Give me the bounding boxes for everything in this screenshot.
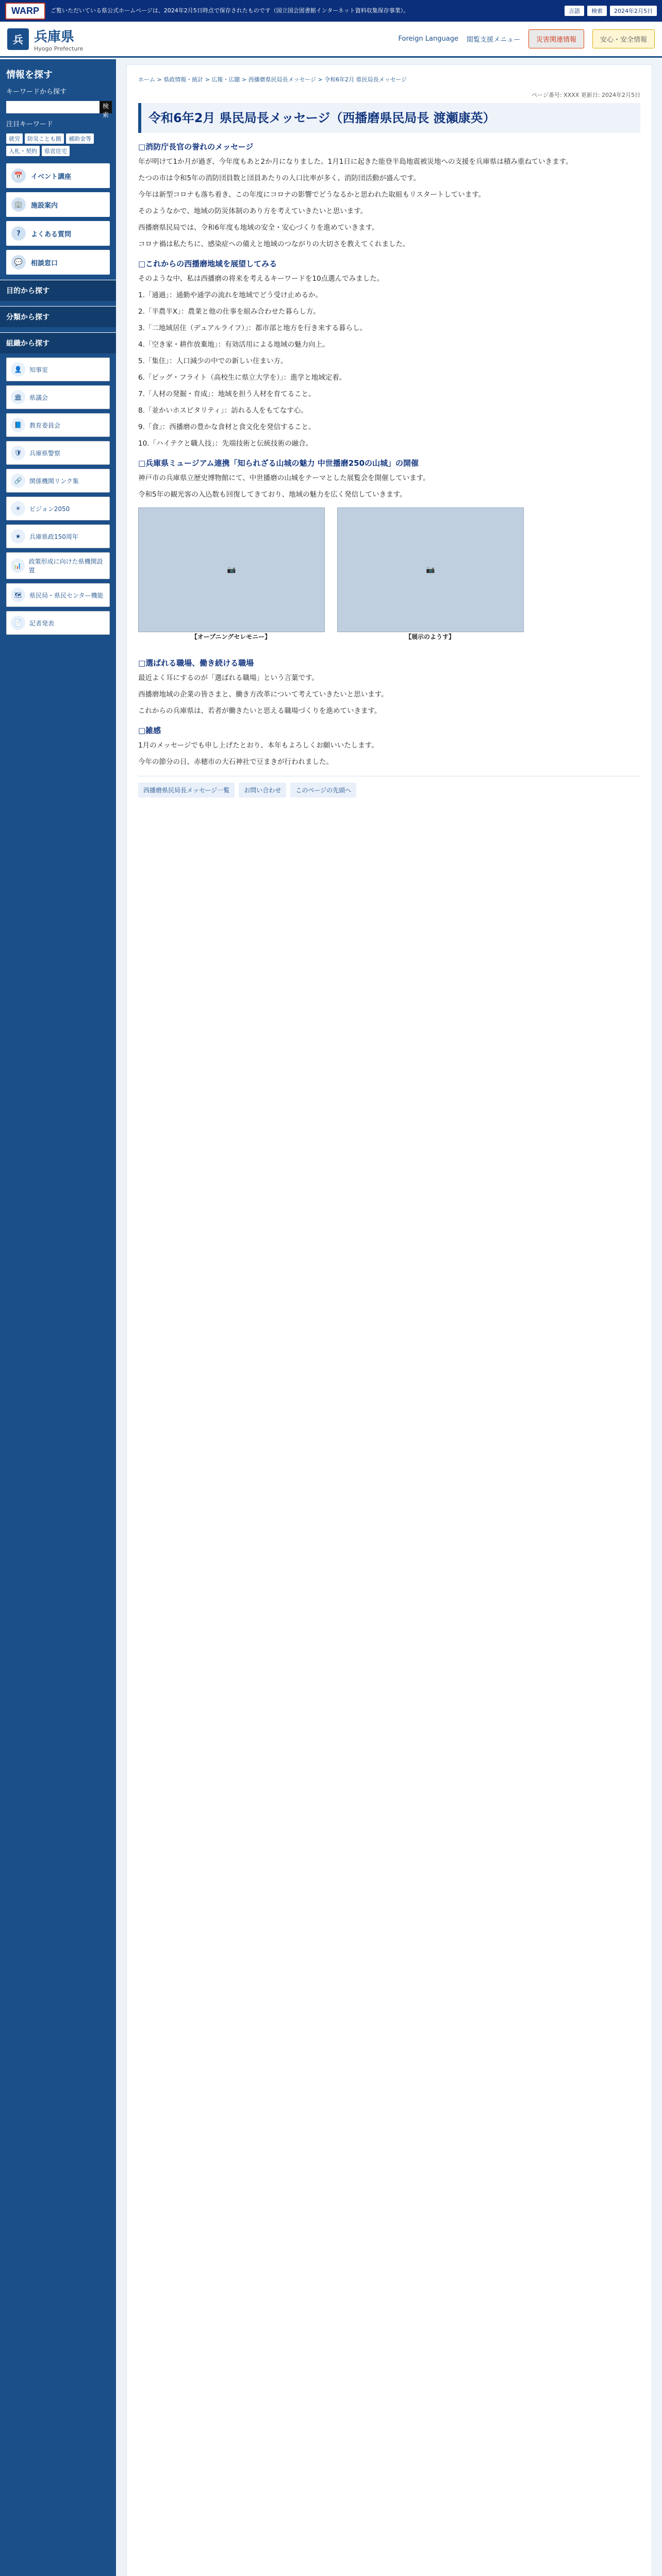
sidebar-search — [6, 101, 110, 118]
sidebar-card-label: よくある質問 — [31, 230, 72, 239]
foreign-language-link[interactable]: Foreign Language — [398, 35, 458, 43]
link-icon: 🔗 — [11, 473, 25, 488]
banner-label: 関係機関リンク集 — [29, 477, 79, 485]
paragraph: コロナ禍は私たちに、感染症への備えと地域のつながりの大切さを教えてくれました。 — [138, 240, 410, 248]
sidebar-card-label: イベント講座 — [31, 173, 72, 181]
banner-label: 県議会 — [29, 394, 48, 401]
archive-notice: ご覧いただいている県公式ホームページは、2024年2月5日時点で保存されたものです（国立国会図書館インターネット資料収集保存事業）。 — [51, 7, 409, 14]
top-notice-bar — [0, 0, 662, 22]
ceremony-photo-icon: 📷 — [138, 507, 325, 632]
photo-caption: 【オープニングセレモニー】 — [191, 633, 271, 640]
banner-label: 教育委員会 — [29, 421, 61, 429]
brand-main: 兵庫県 — [34, 29, 75, 45]
search-button[interactable]: 検索 — [587, 6, 607, 16]
banner-policy[interactable] — [6, 552, 110, 579]
info-search-title: 情報を探す — [6, 70, 53, 80]
bottom-nav-item[interactable]: このページの先頭へ — [290, 783, 356, 798]
sidebar-section-purpose[interactable]: 目的から探す — [0, 280, 116, 301]
paragraph: 1月のメッセージでも申し上げたとおり、本年もよろしくお願いいたします。 — [138, 741, 378, 750]
sidebar-card-label: 相談窓口 — [31, 259, 58, 267]
tag-item[interactable]: 就労 — [6, 133, 23, 144]
accessibility-menu-link[interactable]: 閲覧支援メニュー — [466, 36, 520, 44]
paragraph: 5.「集住」：人口減少の中での新しい住まい方。 — [138, 357, 288, 365]
hyogo-logo-icon: 兵 — [7, 28, 29, 50]
bottom-nav — [138, 776, 640, 798]
paragraph: 3.「二地域居住（デュアルライフ）」：都市部と地方を行き来する暮らし。 — [138, 324, 367, 332]
banner-label: ビジョン2050 — [29, 505, 70, 513]
banner-label: 兵庫県政150周年 — [29, 533, 78, 540]
page-title: 令和6年2月 県民局長メッセージ（西播磨県民局長 渡瀬康英） — [138, 103, 640, 133]
sidebar-search-button[interactable]: 検索 — [100, 101, 112, 113]
chart-icon: 📊 — [11, 558, 25, 573]
section-title: □兵庫県ミュージアム連携「知られざる山城の魅力 中世播磨250の山城」の開催 — [138, 459, 419, 468]
banner-assembly[interactable] — [6, 385, 110, 409]
sidebar-section-org[interactable]: 組織から探す — [0, 332, 116, 353]
sidebar-card-faq[interactable] — [6, 221, 110, 246]
chat-icon: 💬 — [11, 255, 26, 269]
banner-label: 県民局・県民センター機能 — [29, 591, 104, 599]
site-logo[interactable] — [7, 26, 83, 52]
sidebar-card-consult[interactable] — [6, 250, 110, 275]
paragraph: 最近よく耳にするのが「選ばれる職場」という言葉です。 — [138, 674, 319, 682]
banner-label: 記者発表 — [29, 619, 55, 627]
tag-item[interactable]: 入札・契約 — [6, 146, 40, 156]
paragraph: そのような中、私は西播磨の将来を考えるキーワードを10点選んでみました。 — [138, 275, 384, 283]
paragraph: 7.「人材の発掘・育成」：地域を担う人材を育てること。 — [138, 390, 316, 398]
paragraph: たつの市は令和5年の消防団員数と団員あたりの人口比率が多く、消防団活動が盛んです。 — [138, 174, 421, 182]
disaster-info-button[interactable]: 災害関連情報 — [528, 29, 584, 48]
paragraph: これからの兵庫県は、若者が働きたいと思える職場づくりを進めていきます。 — [138, 707, 382, 715]
paragraph: 1.「通過」：通勤や通学の流れを地域でどう受け止めるか。 — [138, 291, 323, 299]
star-icon: ★ — [11, 529, 25, 544]
paragraph: そのようなかで、地域の防災体制のあり方を考えていきたいと思います。 — [138, 207, 368, 215]
banner-police[interactable] — [6, 441, 110, 465]
banner-press[interactable] — [6, 611, 110, 635]
section-title: □選ばれる職場、働き続ける職場 — [138, 658, 254, 668]
photo-caption: 【展示のようす】 — [405, 633, 455, 640]
tag-item[interactable]: 県営住宅 — [42, 146, 70, 156]
doc-icon: 📄 — [11, 616, 25, 630]
banner-label: 兵庫県警察 — [29, 449, 61, 457]
banner-label: 知事室 — [29, 366, 48, 374]
banner-label: 政策形成に向けた県機関設置 — [28, 558, 103, 574]
paragraph: 6.「ビッグ・フライト（高校生に県立大学を）」：進学と地域定着。 — [138, 374, 346, 382]
person-icon: 👤 — [11, 362, 25, 377]
brand-sub: Hyogo Prefecture — [34, 45, 84, 52]
exhibit-photo-icon: 📷 — [337, 507, 524, 632]
sun-icon: ☀ — [11, 501, 25, 516]
section-title: □これからの西播磨地域を展望してみる — [138, 259, 277, 268]
paragraph: 10.「ハイテクと職人技」：先端技術と伝統技術の融合。 — [138, 439, 313, 448]
warp-logo[interactable]: WARP — [5, 3, 45, 20]
language-button[interactable]: 言語 — [565, 6, 584, 16]
section-title: □雑感 — [138, 726, 161, 735]
paragraph: 今年の節分の日、赤穂市の大石神社で豆まきが行われました。 — [138, 758, 333, 766]
paragraph: 神戸市の兵庫県立歴史博物館にて、中世播磨の山城をテーマとした展覧会を開催しています。 — [138, 474, 430, 482]
sidebar-section-category[interactable]: 分類から探す — [0, 306, 116, 327]
building-icon: 🏛 — [11, 390, 25, 404]
paragraph: 年が明けて1か月が過ぎ、今年度もあと2か月になりました。1月1日に起きた能登半島地震被災地への支援を兵庫県は積み重ねていきます。 — [138, 158, 573, 166]
safety-info-button[interactable]: 安心・安全情報 — [592, 29, 655, 48]
sidebar-search-input[interactable] — [6, 101, 100, 113]
paragraph: 今年は新型コロナも落ち着き、この年度にコロナの影響でどうなるかと思われた取組もリスタートしています。 — [138, 191, 486, 199]
breadcrumb[interactable]: ホーム > 県政情報・統計 > 広報・広聴 > 西播磨県民局長メッセージ > 令和6年2月 県民局長メッセージ — [138, 76, 407, 83]
keyword-search-label: キーワードから探す — [6, 88, 67, 96]
paragraph: 西播磨地域の企業の皆さまと、働き方改革について考えていきたいと思います。 — [138, 690, 388, 699]
paragraph: 令和5年の観光客の入込数も回復してきており、地域の魅力を広く発信していきます。 — [138, 490, 407, 499]
banner-anniversary[interactable] — [6, 524, 110, 548]
question-icon: ? — [11, 226, 26, 241]
building-icon: 🏢 — [11, 197, 26, 212]
page-meta: ページ番号: XXXX 更新日: 2024年2月5日 — [532, 92, 640, 98]
sidebar-card-facilities[interactable] — [6, 192, 110, 217]
main-content — [126, 64, 652, 2576]
banner-governor[interactable] — [6, 358, 110, 381]
tag-item[interactable]: 補助金等 — [66, 133, 94, 144]
tag-item[interactable]: 防災ことも館 — [25, 133, 64, 144]
book-icon: 📘 — [11, 418, 25, 432]
topics-title: 注目キーワード — [6, 121, 54, 128]
paragraph: 西播磨県民局では、令和6年度も地域の安全・安心づくりを進めていきます。 — [138, 224, 379, 232]
calendar-icon: 📅 — [11, 168, 26, 183]
paragraph: 4.「空き家・耕作放棄地」：有効活用による地域の魅力向上。 — [138, 341, 329, 349]
paragraph: 8.「並かいホスピタリティ」：訪れる人をもてなす心。 — [138, 406, 308, 415]
banner-local-office[interactable] — [6, 583, 110, 607]
paragraph: 9.「食」：西播磨の豊かな食材と食文化を発信すること。 — [138, 423, 316, 431]
date-badge: 2024年2月5日 — [610, 6, 657, 16]
section-title: □消防庁長官の誉れのメッセージ — [138, 142, 254, 151]
sidebar-card-events[interactable] — [6, 163, 110, 188]
bottom-nav-item[interactable]: お問い合わせ — [239, 783, 286, 798]
bottom-nav-item[interactable]: 西播磨県民局長メッセージ一覧 — [138, 783, 235, 798]
banner-vision[interactable] — [6, 497, 110, 520]
banner-education[interactable] — [6, 413, 110, 437]
map-icon: 🗺 — [11, 588, 25, 602]
site-header — [0, 22, 662, 58]
banner-links[interactable] — [6, 469, 110, 493]
sidebar-card-label: 施設案内 — [31, 201, 58, 210]
shield-icon: 🛡 — [11, 446, 25, 460]
paragraph: 2.「半農半X」：農業と他の仕事を組み合わせた暮らし方。 — [138, 308, 320, 316]
sidebar — [0, 59, 116, 2576]
